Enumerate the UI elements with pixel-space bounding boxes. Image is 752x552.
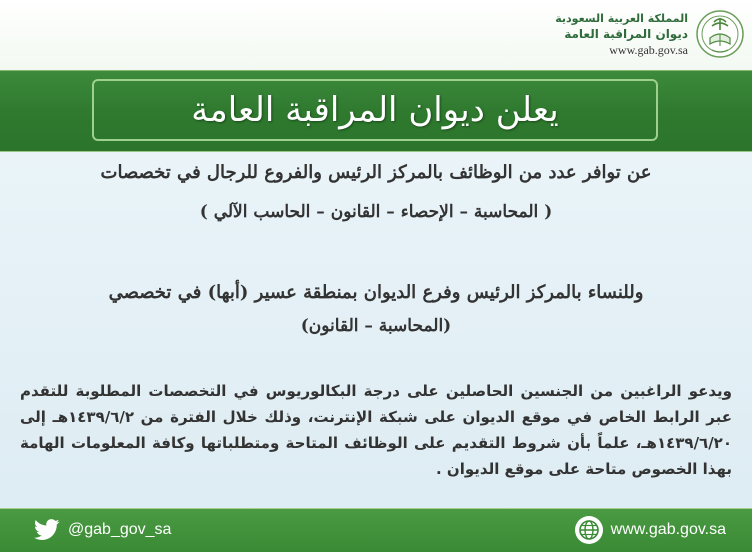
women-specialties: (المحاسبة – القانون): [300, 316, 452, 336]
header-website-link[interactable]: www.gab.gov.sa: [609, 43, 688, 57]
men-jobs-intro: عن توافر عدد من الوظائف بالمركز الرئيس والفروع للرجال في تخصصات: [100, 162, 652, 183]
twitter-bird-icon: [34, 519, 60, 541]
country-name: المملكة العربية السعودية: [555, 12, 688, 25]
announcement-title: يعلن ديوان المراقبة العامة: [191, 90, 559, 130]
organization-title-block: [555, 12, 688, 58]
website-url: www.gab.gov.sa: [610, 521, 726, 538]
organization-name: ديوان المراقبة العامة: [564, 27, 688, 41]
twitter-link[interactable]: [34, 509, 171, 551]
website-link[interactable]: [575, 509, 726, 551]
application-details-paragraph: ويدعو الراغبين من الجنسين الحاصلين على درجة البكالوريوس في التخصصات المطلوبة للتقدم عبر الرابط الخاص في موقع الديوان على شبكة الإنترنت، وذلك خلال الفترة من ١٤٣٩/٦/٢هـ إلى ١٤٣٩/٦/٢٠هـ، علماً بأن شروط التقديم على الوظائف المتاحة ومتطلباتها وكافة المعلومات الهامة بهذا الخصوص متاحة على موقع الديوان .: [20, 382, 732, 478]
women-jobs-intro: وللنساء بالمركز الرئيس وفرع الديوان بمنطقة عسير (أبها) في تخصصي: [108, 282, 644, 303]
globe-icon: [575, 516, 603, 544]
men-specialties: ( المحاسبة – الإحصاء – القانون – الحاسب الآلي ): [199, 202, 553, 222]
organization-emblem-icon: [694, 6, 746, 62]
twitter-handle: @gab_gov_sa: [68, 521, 172, 538]
